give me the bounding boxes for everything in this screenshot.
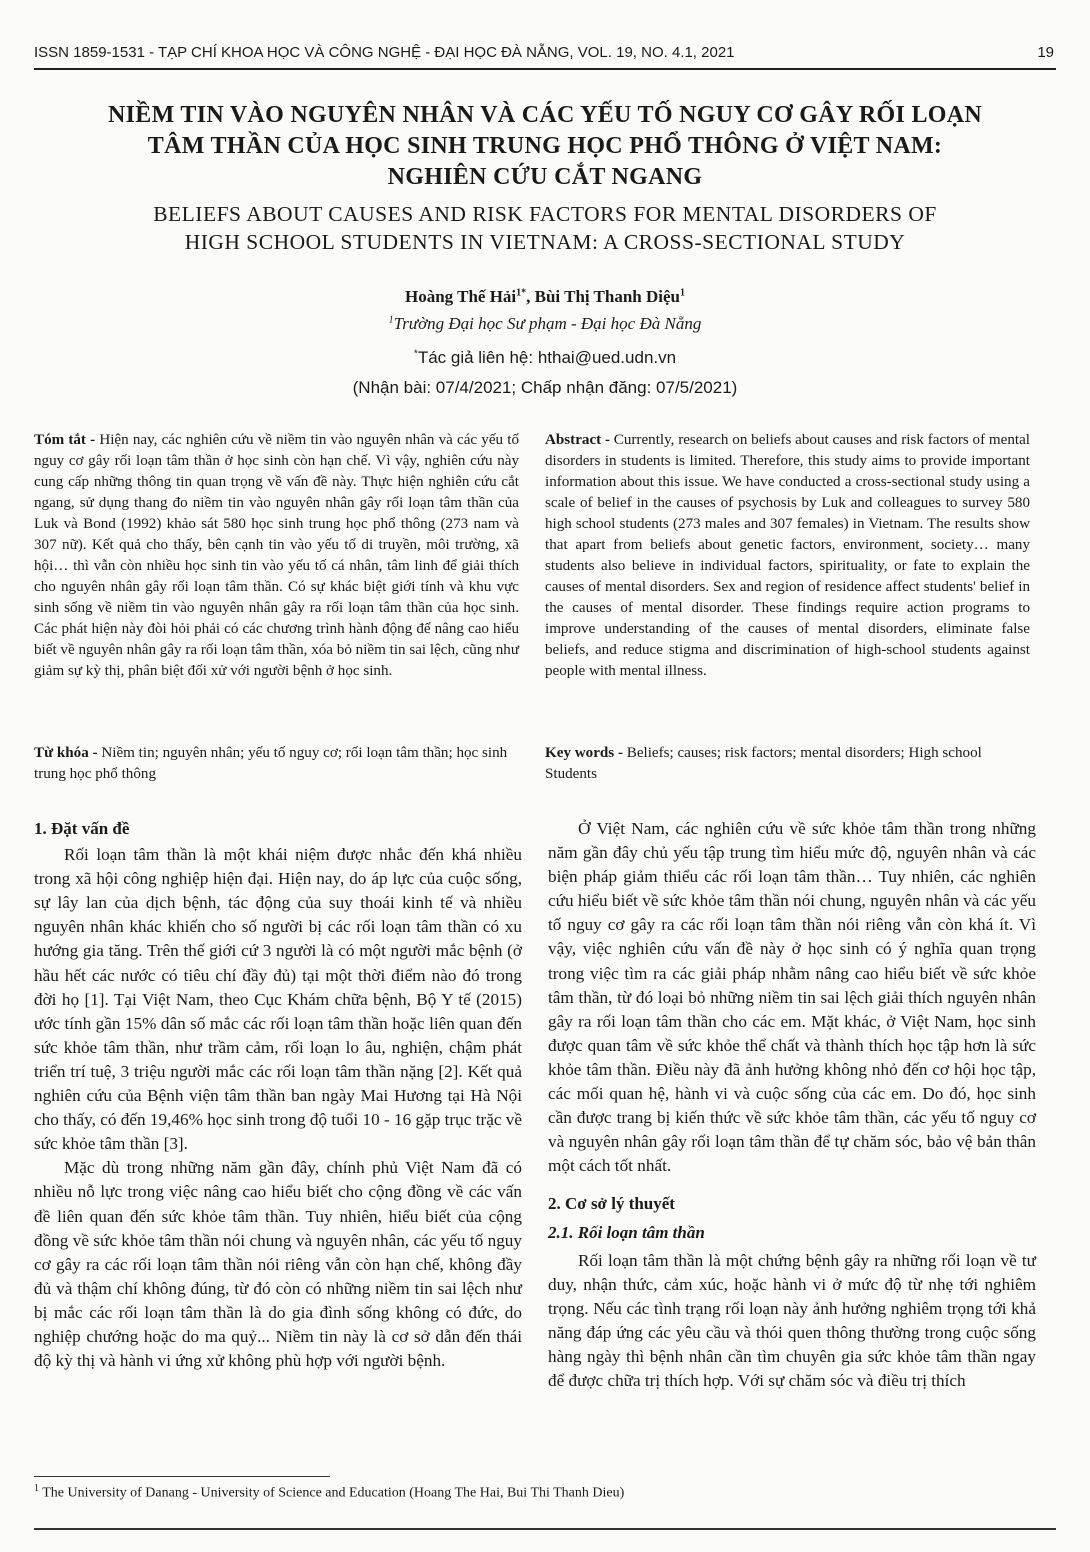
affiliation-marker: 1 — [388, 314, 394, 326]
bottom-rule — [34, 1528, 1056, 1530]
keywords-vietnamese — [34, 743, 519, 785]
author-marker: 1* — [516, 287, 527, 299]
author-list — [0, 287, 1090, 307]
keywords-english — [545, 743, 1030, 785]
title-vi-line: NGHIÊN CỨU CẮT NGANG — [387, 164, 703, 190]
body-paragraph: Mặc dù trong những năm gần đây, chính phủ Việt Nam đã có nhiều nỗ lực trong việc nâng cao hiểu biết cho cộng đồng về các vấn đề liên quan đến sức khỏe tâm thần. Tuy nhiên, hiểu biết của cộng đồng về sức khỏe tâm thần nói chung và nguyên nhân, các yếu tố nguy cơ gây ra các rối loạn tâm thần nói riêng vẫn còn hạn chế, không đầy đủ và thậm chí không đúng, từ đó còn có những niềm tin sai lệch như bị mắc các rối loạn tâm thần là do gia đình sống không có đức, do nghiệp chướng hoặc do ma quỷ... Niềm tin này là cơ sở dẫn đến thái độ kỳ thị và hành vi ứng xử không phù hợp với người bệnh. — [34, 1158, 522, 1371]
abstract-vietnamese — [34, 430, 519, 682]
title-english — [40, 200, 1050, 256]
body-left-column — [34, 817, 522, 1373]
section-heading: 2. Cơ sở lý thuyết — [548, 1194, 675, 1214]
author-marker: 1 — [680, 287, 686, 299]
body-paragraph: Rối loạn tâm thần là một chứng bệnh gây ra những rối loạn về tư duy, nhận thức, cảm xúc, hoặc hành vi ở mức độ từ nhẹ tới nghiêm trọng. Nếu các tình trạng rối loạn này ảnh hưởng nghiêm trọng tới khả năng đáp ứng các yêu cầu và thói quen thông thường trong cuộc sống hàng ngày thì bệnh nhân cần tìm chuyên gia sức khỏe tâm thần ngay để được chữa trị thích hợp. Với sự chăm sóc và điều trị thích — [548, 1250, 1036, 1391]
author-separator: , — [526, 287, 535, 306]
subsection-heading: 2.1. Rối loạn tâm thần — [548, 1222, 705, 1242]
affiliation — [0, 314, 1090, 334]
body-paragraph: Rối loạn tâm thần là một khái niệm được nhắc đến khá nhiều trong xã hội công nghiệp hiện đại. Hiện nay, do áp lực của cuộc sống, sự lây lan của dịch bệnh, tác động của suy thoái kinh tế và nhiều nguyên nhân khác khiến cho số người bị các rối loạn tâm thần có xu hướng gia tăng. Trên thế giới cứ 3 người là có một người mắc bệnh (ở hầu hết các nước có tiêu chí đầy đủ) tại một thời điểm nào đó trong đời họ [1]. Tại Việt Nam, theo Cục Khám chữa bệnh, Bộ Y tế (2015) ước tính gần 15% dân số mắc các rối loạn tâm thần hoặc liên quan đến sức khỏe tâm thần, như trầm cảm, rối loạn lo âu, nghiện, chậm phát triển trí tuệ, 3 triệu người mắc các rối loạn tâm thần nặng [2]. Kết quả nghiên cứu của Bệnh viện tâm thần ban ngày Mai Hương tại Hà Nội cho thấy, có đến 19,46% học sinh trong độ tuổi 10 - 16 gặp trục trặc về sức khỏe tâm thần [3]. — [34, 845, 522, 1154]
author-name: Bùi Thị Thanh Diệu — [534, 287, 681, 306]
body-paragraph: Ở Việt Nam, các nghiên cứu về sức khỏe tâm thần trong những năm gần đây chủ yếu tập trung tìm hiểu mức độ, nguyên nhân và các biện pháp giảm thiểu các rối loạn tâm thần… Tuy nhiên, các nghiên cứu hiểu biết về sức khỏe tâm thần nói chung, nguyên nhân và các yếu tố nguy cơ gây ra các rối loạn tâm thần nói riêng vẫn còn khá ít. Vì vậy, việc nghiên cứu vấn đề này ở học sinh có ý nghĩa quan trọng trong việc tìm ra các giải pháp nhằm nâng cao hiểu biết về sức khỏe tâm thần, từ đó loại bỏ những niềm tin sai lệch giải thích nguyên nhân gây ra rối loạn tâm thần cho các em. Mặt khác, ở Việt Nam, học sinh được quan tâm về sức khỏe thể chất và thành thích học tập hơn là sức khỏe tâm thần. Điều này đã ảnh hưởng không nhỏ đến cơ hội học tập, các mối quan hệ, hành vi và cuộc sống của các em. Do đó, học sinh cần được trang bị kiến thức về sức khỏe tâm thần, các yếu tố nguy cơ và nguyên nhân gây rối loạn tâm thần để tự chăm sóc, bảo vệ bản thân một cách tốt nhất. — [548, 819, 1036, 1176]
abstract-en-text: Currently, research on beliefs about causes and risk factors of mental disorders in students is limited. Therefore, this study aims to provide important information about this issue. We have conducted a cross-sectional study using a scale of belief in the causes of psychosis by Luk and colleagues to survey 580 high school students (273 males and 307 females) in Vietnam. The results show that apart from beliefs about genetic factors, environment, society… many students also believe in individual factors, spirituality, or fate to explain the causes of mental disorders. Sex and region of residence affect students' belief in the causes of mental disorder. These findings require action programs to improve understanding of the causes of mental disorders, eliminate false beliefs, and reduce stigma and discrimination of high-school students against people with mental illness. — [545, 432, 1030, 679]
page-number: 19 — [1037, 44, 1054, 61]
body-right-column — [548, 817, 1036, 1393]
title-en-line: HIGH SCHOOL STUDENTS IN VIETNAM: A CROSS-SECTIONAL STUDY — [184, 230, 906, 254]
abstract-en-label: Abstract - — [545, 432, 610, 448]
author-name: Hoàng Thế Hải — [404, 287, 517, 306]
abstract-vi-label: Tóm tắt - — [34, 432, 96, 448]
abstract-vi-text: Hiện nay, các nghiên cứu về niềm tin vào nguyên nhân và các yếu tố nguy cơ gây rối loạn tâm thần ở học sinh còn hạn chế. Vì vậy, nghiên cứu này cung cấp những thông tin quan trọng về vấn đề này. Thực hiện nghiên cứu cắt ngang, sử dụng thang đo niềm tin vào nguyên nhân gây rối loạn tâm thần của Luk và Bond (1992) khảo sát 580 học sinh trung học phổ thông (273 nam và 307 nữ). Kết quả cho thấy, bên cạnh tin vào yếu tố di truyền, môi trường, xã hội… thì vẫn còn nhiều học sinh tin vào yếu tố cá nhân, tâm linh để giải thích cho nguyên nhân gây rối loạn tâm thần. Có sự khác biệt giới tính và khu vực sinh sống về niềm tin vào nguyên nhân gây ra rối loạn tâm thần của học sinh. Các phát hiện này đòi hỏi phải có các chương trình hành động để nâng cao hiểu biết về nguyên nhân gây ra rối loạn tâm thần, xóa bỏ niềm tin sai lệch, cũng như giảm sự kỳ thị, phân biệt đối xử với người bệnh ở học sinh. — [34, 432, 519, 679]
running-header — [34, 44, 1056, 70]
keywords-vi-text: Niềm tin; nguyên nhân; yếu tố nguy cơ; rối loạn tâm thần; học sinh trung học phổ thông — [34, 745, 508, 782]
corresponding-author — [0, 348, 1090, 368]
journal-running-title: ISSN 1859-1531 - TẠP CHÍ KHOA HỌC VÀ CÔNG NGHỆ - ĐẠI HỌC ĐÀ NẴNG, VOL. 19, NO. 4.1, 2021 — [34, 44, 735, 61]
title-vietnamese — [40, 100, 1050, 193]
section-heading: 1. Đặt vấn đề — [34, 819, 130, 838]
abstract-english — [545, 430, 1030, 682]
title-vi-line: TÂM THẦN CỦA HỌC SINH TRUNG HỌC PHỔ THÔNG Ở VIỆT NAM: — [147, 133, 943, 159]
keywords-en-label: Key words - — [545, 745, 623, 761]
received-accepted-dates: (Nhận bài: 07/4/2021; Chấp nhận đăng: 07/5/2021) — [352, 378, 738, 397]
keywords-vi-label: Từ khóa - — [34, 745, 98, 761]
footnote — [34, 1483, 624, 1502]
contact-text: Tác giả liên hệ: hthai@ued.udn.vn — [417, 348, 677, 367]
keywords-en-text: Beliefs; causes; risk factors; mental disorders; High school Students — [545, 745, 982, 782]
title-vi-line: NIỀM TIN VÀO NGUYÊN NHÂN VÀ CÁC YẾU TỐ NGUY CƠ GÂY RỐI LOẠN — [108, 102, 982, 128]
footnote-marker: 1 — [34, 1483, 39, 1494]
footnote-rule — [34, 1476, 330, 1477]
title-en-line: BELIEFS ABOUT CAUSES AND RISK FACTORS FOR MENTAL DISORDERS OF — [153, 202, 937, 226]
contact-marker: * — [413, 348, 418, 360]
footnote-text: The University of Danang - University of Science and Education (Hoang The Hai, Bui Thi Thanh Dieu) — [42, 1485, 625, 1501]
affiliation-text: Trường Đại học Sư phạm - Đại học Đà Nẵng — [393, 314, 702, 333]
